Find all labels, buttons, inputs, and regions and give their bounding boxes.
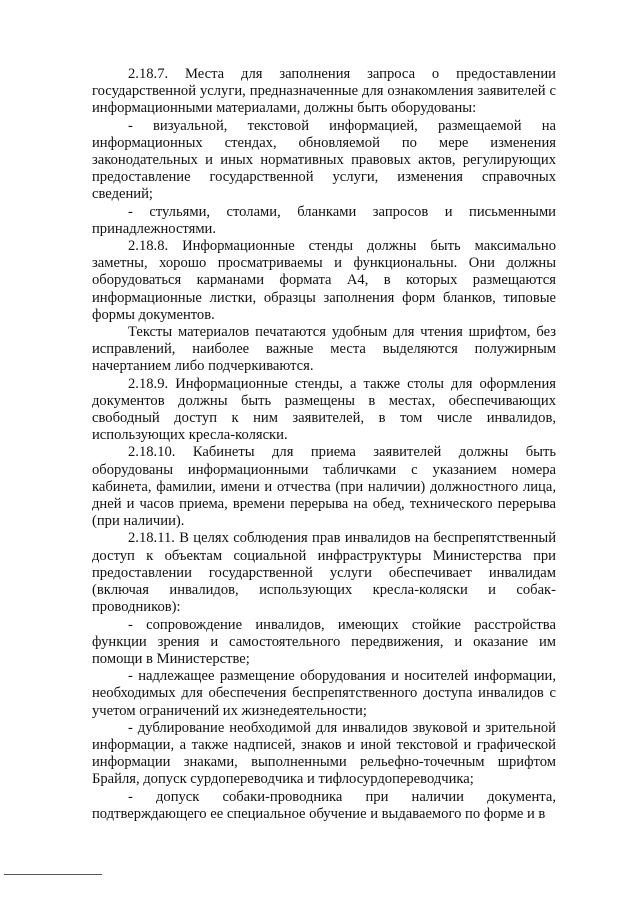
paragraph-2-18-8: 2.18.8. Информационные стенды должны быть максимально заметны, хорошо просматриваемы и функциональны. Они должны оборудоваться карманами формата А4, в которых размещаются информационные листки, образцы заполнения форм бланков, типовые формы документов. <box>92 238 556 323</box>
list-item-visual-info: - визуальной, текстовой информацией, размещаемой на информационных стендах, обновляемой по мере изменения законодательных и иных нормативных правовых актов, регулирующих предоставление государственной услуги, изменения справочных сведений; <box>92 117 556 203</box>
list-item-escort: - сопровождение инвалидов, имеющих стойкие расстройства функции зрения и самостоятельного передвижения, и оказание им помощи в Министерстве; <box>92 616 556 667</box>
paragraph-texts-materials: Тексты материалов печатаются удобным для чтения шрифтом, без исправлений, наиболее важные места выделяются полужирным начертанием либо подчеркиваются. <box>92 324 556 375</box>
paragraph-2-18-9: 2.18.9. Информационные стенды, а также столы для оформления документов должны быть размещены в местах, обеспечивающих свободный доступ к ним заявителей, в том числе инвалидов, использующих кресла-коляски. <box>92 375 556 444</box>
list-item-equipment: - надлежащее размещение оборудования и носителей информации, необходимых для обеспечения беспрепятственного доступа инвалидов с учетом ограничений их жизнедеятельности; <box>92 668 556 719</box>
paragraph-2-18-11: 2.18.11. В целях соблюдения прав инвалидов на беспрепятственный доступ к объектам социальной инфраструктуры Министерства при предоставлении государственной услуги обеспечивает инвалидам (включая инвалидов, использующих кресла-коляски и собак-проводников): <box>92 530 556 616</box>
paragraph-2-18-7: 2.18.7. Места для заполнения запроса о предоставлении государственной услуги, предназначенные для ознакомления заявителей с информационными материалами, должны быть оборудованы: <box>92 66 556 117</box>
list-item-furniture: - стульями, столами, бланками запросов и письменными принадлежностями. <box>92 203 556 237</box>
footer-divider <box>4 874 102 875</box>
document-page <box>92 66 556 823</box>
list-item-guide-dog: - допуск собаки-проводника при наличии документа, подтверждающего ее специальное обучение и выдаваемого по форме и в <box>92 788 556 822</box>
paragraph-2-18-10: 2.18.10. Кабинеты для приема заявителей должны быть оборудованы информационными табличками с указанием номера кабинета, фамилии, имени и отчества (при наличии) должностного лица, дней и часов приема, времени перерыва на обед, технического перерыва (при наличии). <box>92 444 556 530</box>
list-item-duplication: - дублирование необходимой для инвалидов звуковой и зрительной информации, а также надписей, знаков и иной текстовой и графической информации знаками, выполненными рельефно-точечным шрифтом Брайля, допуск сурдопереводчика и тифлосурдопереводчика; <box>92 719 556 788</box>
